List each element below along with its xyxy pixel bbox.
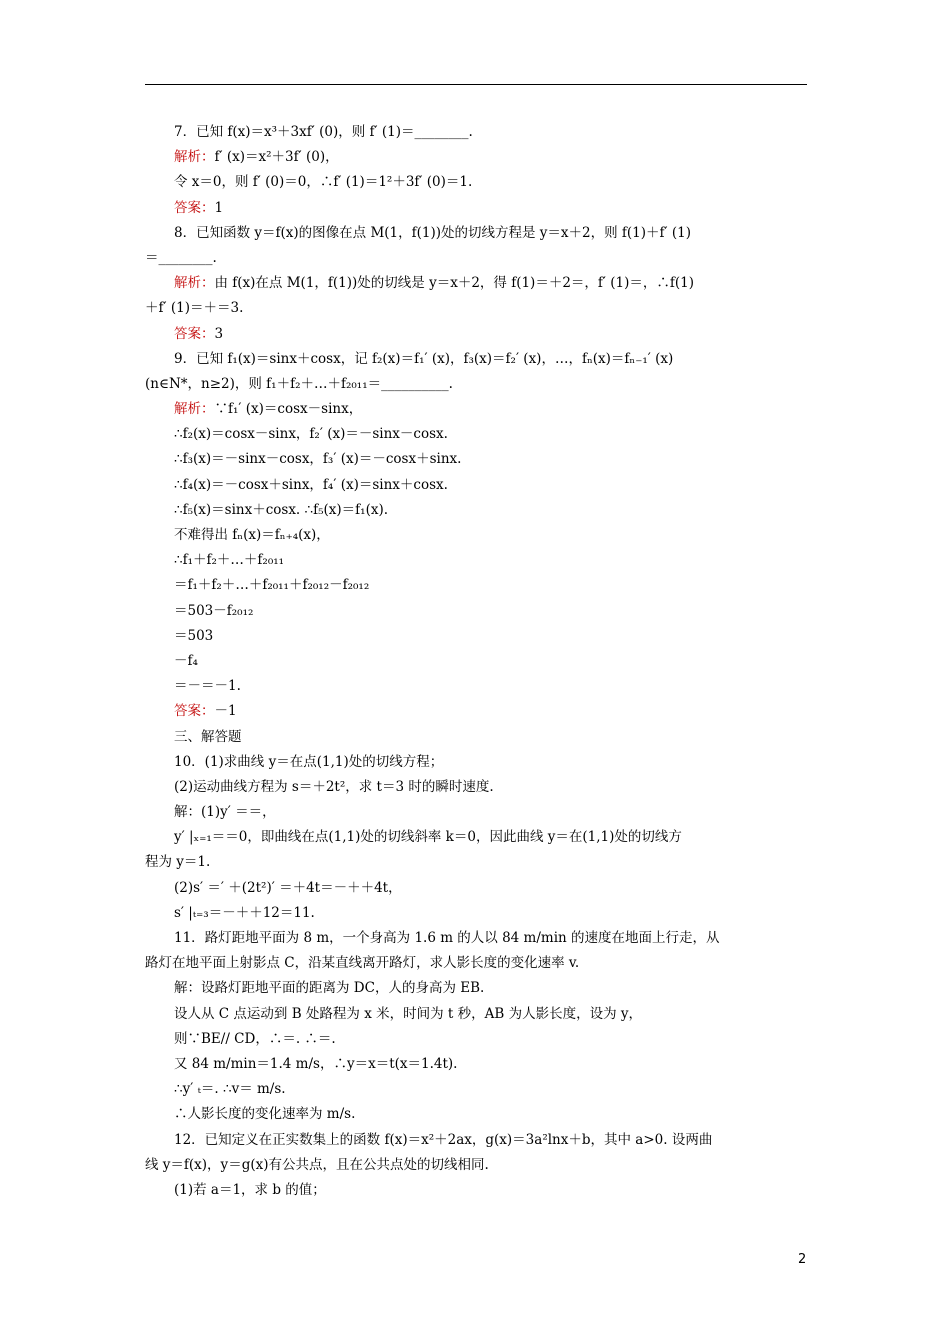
text-line [145, 145, 807, 170]
text-line [145, 1052, 807, 1077]
text-line [145, 447, 807, 472]
text-line [145, 1153, 807, 1178]
text-line [145, 397, 807, 422]
page-number: 2 [798, 1252, 807, 1267]
text-line [145, 951, 807, 976]
text-line [145, 750, 807, 775]
text-line [145, 901, 807, 926]
text-line [145, 850, 807, 875]
line-text: 又 84 m/min＝1.4 m/s，∴y＝x＝t(x＝1.4t). [174, 1055, 458, 1072]
text-line [145, 1102, 807, 1127]
text-line [145, 1077, 807, 1102]
answer-label: 答案： [174, 199, 215, 216]
line-text: ＝503－f₂₀₁₂ [174, 602, 254, 619]
line-text: ∴f₁＋f₂＋…＋f₂₀₁₁ [174, 552, 285, 569]
line-text: 8．已知函数 y＝f(x)的图像在点 M(1，f(1))处的切线方程是 y＝x＋2，则 f(1)＋f′ (1) [174, 224, 692, 241]
text-line [145, 372, 807, 397]
text-line [145, 1128, 807, 1153]
line-text: ＋f′ (1)＝＋＝3. [145, 300, 244, 317]
text-line [145, 624, 807, 649]
text-line [145, 926, 807, 951]
text-line [145, 775, 807, 800]
line-text: y′ |ₓ₌₁＝＝0，即曲线在点(1,1)处的切线斜率 k＝0，因此曲线 y＝在(1,1)处的切线方 [174, 829, 682, 846]
line-text: ＝f₁＋f₂＋…＋f₂₀₁₁＋f₂₀₁₂－f₂₀₁₂ [174, 577, 370, 594]
header-rule [145, 84, 807, 85]
answer-label: 答案： [174, 703, 215, 720]
text-line [145, 170, 807, 195]
line-text: s′ |ₜ₌₃＝－＋＋12＝11. [174, 904, 315, 921]
text-line [145, 1178, 807, 1203]
answer-label: 解析： [174, 275, 215, 292]
line-text: 路灯在地平面上射影点 C，沿某直线离开路灯，求人影长度的变化速率 v. [145, 955, 580, 972]
text-line [145, 649, 807, 674]
text-line [145, 976, 807, 1001]
text-line [145, 422, 807, 447]
line-text: (1)若 a＝1，求 b 的值； [174, 1181, 326, 1198]
text-line [145, 498, 807, 523]
line-text: ∴f₃(x)＝－sinx－cosx，f₃′ (x)＝－cosx＋sinx. [174, 451, 462, 468]
text-line [145, 825, 807, 850]
line-text: 则∵BE// CD，∴＝. ∴＝. [174, 1030, 336, 1047]
text-line [145, 1002, 807, 1027]
line-text: 设人从 C 点运动到 B 处路程为 x 米，时间为 t 秒，AB 为人影长度，设为 y， [174, 1005, 642, 1022]
line-text: 由 f(x)在点 M(1，f(1))处的切线是 y＝x＋2，得 f(1)＝＋2＝，f′ (1)＝，∴f(1) [214, 275, 695, 292]
line-text: 12．已知定义在正实数集上的函数 f(x)＝x²＋2ax，g(x)＝3a²lnx＋b，其中 a>0. 设两曲 [174, 1131, 713, 1148]
line-text: －f₄ [174, 652, 198, 669]
text-line [145, 221, 807, 246]
line-text: (n∈N*，n≥2)，则 f₁＋f₂＋…＋f₂₀₁₁＝__________. [145, 375, 453, 392]
line-text: 11．路灯距地平面为 8 m，一个身高为 1.6 m 的人以 84 m/min 的速度在地面上行走，从 [174, 930, 720, 946]
text-line [145, 573, 807, 598]
line-text: 1 [214, 199, 224, 216]
page-content [145, 120, 807, 1203]
text-line [145, 196, 807, 221]
text-line [145, 347, 807, 372]
line-text: ∴f₂(x)＝cosx－sinx，f₂′ (x)＝－sinx－cosx. [174, 426, 448, 443]
answer-label: 答案： [174, 325, 215, 342]
line-text: ＝503 [174, 627, 214, 644]
line-text: ∴人影长度的变化速率为 m/s. [174, 1106, 356, 1123]
text-line [145, 246, 807, 271]
line-text: －1 [214, 703, 237, 720]
line-text: 不难得出 fₙ(x)＝fₙ₊₄(x)， [174, 527, 330, 543]
text-line [145, 699, 807, 724]
line-text: 令 x＝0，则 f′ (0)＝0，∴f′ (1)＝1²＋3f′ (0)＝1. [174, 174, 473, 191]
text-line [145, 120, 807, 145]
line-text: f′ (x)＝x²＋3f′ (0)， [214, 149, 339, 166]
line-text: 3 [214, 325, 224, 342]
line-text: (2)运动曲线方程为 s＝＋2t²，求 t＝3 时的瞬时速度. [174, 778, 494, 795]
line-text: ∴f₅(x)＝sinx＋cosx. ∴f₅(x)＝f₁(x). [174, 501, 389, 518]
text-line [145, 322, 807, 347]
answer-label: 解析： [174, 401, 215, 418]
line-text: ∴f₄(x)＝－cosx＋sinx，f₄′ (x)＝sinx＋cosx. [174, 476, 448, 493]
line-text: 程为 y＝1. [145, 854, 211, 871]
text-line [145, 1027, 807, 1052]
text-line [145, 876, 807, 901]
text-line [145, 473, 807, 498]
line-text: ∵f₁′ (x)＝cosx－sinx， [214, 401, 363, 418]
answer-label: 解析： [174, 149, 215, 166]
text-line [145, 725, 807, 750]
text-line [145, 296, 807, 321]
line-text: 线 y＝f(x)，y＝g(x)有公共点，且在公共点处的切线相同. [145, 1156, 489, 1173]
text-line [145, 599, 807, 624]
line-text: 9．已知 f₁(x)＝sinx＋cosx，记 f₂(x)＝f₁′ (x)，f₃(x)＝f₂′ (x)，…，fₙ(x)＝fₙ₋₁′ (x) [174, 350, 674, 367]
line-text: ＝________. [145, 249, 217, 266]
line-text: ∴y′ ₜ＝. ∴v＝ m/s. [174, 1081, 286, 1098]
text-line [145, 271, 807, 296]
line-text: 解：(1)y′ ＝＝， [174, 804, 276, 821]
line-text: 10．(1)求曲线 y＝在点(1,1)处的切线方程； [174, 753, 444, 770]
line-text: 三、解答题 [174, 728, 242, 745]
line-text: 解：设路灯距地平面的距离为 DC，人的身高为 EB. [174, 980, 485, 997]
text-line [145, 674, 807, 699]
text-line [145, 523, 807, 548]
line-text: (2)s′ ＝′ ＋(2t²)′ ＝＋4t＝－＋＋4t， [174, 879, 402, 896]
line-text: 7．已知 f(x)＝x³＋3xf′ (0)，则 f′ (1)＝________. [174, 124, 473, 140]
line-text: ＝－＝－1. [174, 678, 241, 695]
text-line [145, 800, 807, 825]
text-line [145, 548, 807, 573]
